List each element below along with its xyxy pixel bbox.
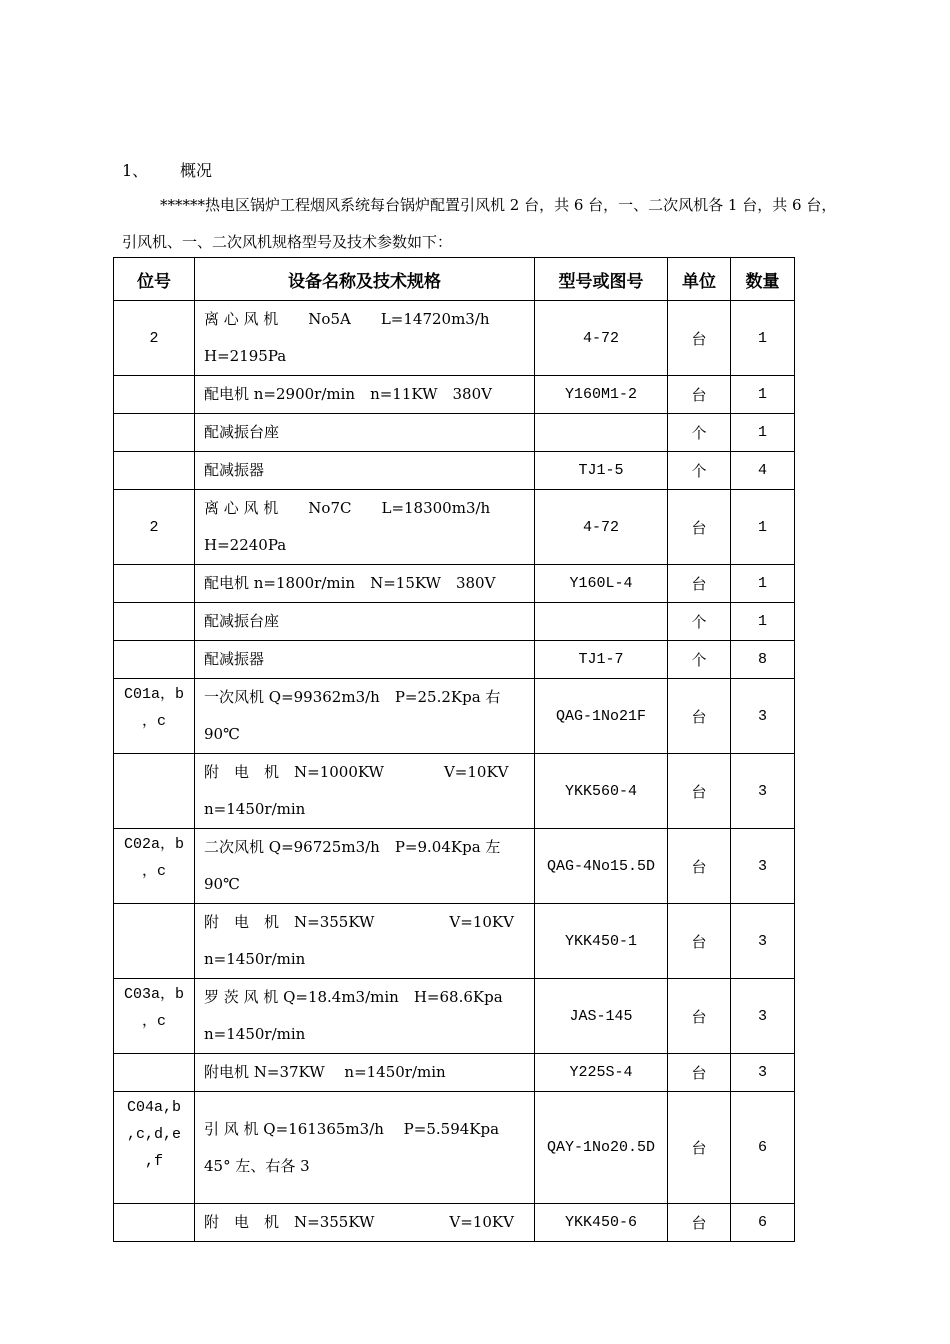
cell-quantity: 3 — [731, 829, 795, 904]
table-row — [114, 1054, 795, 1092]
header-model: 型号或图号 — [535, 258, 668, 301]
cell-unit: 台 — [668, 829, 731, 904]
description-line: 90℃ — [204, 725, 240, 743]
description-line: 附 电 机 N=355KW V=10KV — [204, 913, 514, 931]
table-row — [114, 301, 795, 376]
cell-quantity: 6 — [731, 1092, 795, 1204]
table-row — [114, 490, 795, 565]
description-line: 配电机 n=2900r/min n=11KW 380V — [204, 385, 492, 403]
description-line: 一次风机 Q=99362m3/h P=25.2Kpa 右 — [204, 688, 501, 706]
description-line: n=1450r/min — [204, 950, 306, 968]
cell-description — [195, 452, 535, 490]
cell-model: TJ1-7 — [535, 641, 668, 679]
cell-unit: 台 — [668, 979, 731, 1054]
cell-unit: 台 — [668, 904, 731, 979]
cell-description — [195, 376, 535, 414]
cell-quantity: 1 — [731, 603, 795, 641]
cell-position — [114, 904, 195, 979]
cell-description — [195, 565, 535, 603]
cell-quantity: 1 — [731, 301, 795, 376]
section-title: 概况 — [180, 161, 213, 180]
cell-model: TJ1-5 — [535, 452, 668, 490]
cell-quantity: 3 — [731, 1054, 795, 1092]
description-line: 配减振器 — [204, 650, 265, 668]
cell-position: C04a,b ,c,d,e ,f — [114, 1092, 195, 1204]
description-line: H=2195Pa — [204, 347, 287, 365]
cell-position: C01a，b ，c — [114, 679, 195, 754]
cell-model: Y160L-4 — [535, 565, 668, 603]
cell-unit: 台 — [668, 1204, 731, 1242]
cell-description — [195, 679, 535, 754]
cell-quantity: 1 — [731, 414, 795, 452]
cell-unit: 台 — [668, 754, 731, 829]
description-line: 二次风机 Q=96725m3/h P=9.04Kpa 左 — [204, 838, 501, 856]
description-line: 附 电 机 N=355KW V=10KV — [204, 1213, 514, 1231]
intro-paragraph-line1: ******热电区锅炉工程烟风系统每台锅炉配置引风机 2 台，共 6 台，一、二次风机各 1 台，共 6 台， — [160, 196, 837, 214]
cell-model: 4-72 — [535, 301, 668, 376]
header-description: 设备名称及技术规格 — [195, 258, 535, 301]
cell-position: C02a，b ，c — [114, 829, 195, 904]
cell-description — [195, 904, 535, 979]
cell-position — [114, 376, 195, 414]
table-body — [114, 301, 795, 1242]
section-heading — [122, 158, 212, 181]
cell-position — [114, 641, 195, 679]
cell-quantity: 3 — [731, 754, 795, 829]
table-row — [114, 414, 795, 452]
cell-position — [114, 565, 195, 603]
cell-position: C03a，b ，c — [114, 979, 195, 1054]
cell-quantity: 1 — [731, 490, 795, 565]
description-line: 离 心 风 机 No5A L=14720m3/h — [204, 310, 490, 328]
cell-unit: 个 — [668, 603, 731, 641]
cell-unit: 个 — [668, 452, 731, 490]
cell-model: YKK450-1 — [535, 904, 668, 979]
description-line: 引 风 机 Q=161365m3/h P=5.594Kpa — [204, 1119, 500, 1138]
cell-position — [114, 452, 195, 490]
cell-description — [195, 490, 535, 565]
table-row — [114, 979, 795, 1054]
cell-model: QAY-1No20.5D — [535, 1092, 668, 1204]
cell-model: QAG-4No15.5D — [535, 829, 668, 904]
cell-model: JAS-145 — [535, 979, 668, 1054]
table-row — [114, 641, 795, 679]
cell-description — [195, 829, 535, 904]
cell-position — [114, 603, 195, 641]
intro-paragraph-line2: 引风机、一、二次风机规格型号及技术参数如下： — [122, 233, 453, 251]
cell-unit: 台 — [668, 376, 731, 414]
table-row — [114, 565, 795, 603]
table-row — [114, 829, 795, 904]
description-line: 离 心 风 机 No7C L=18300m3/h — [204, 499, 491, 517]
cell-unit: 台 — [668, 679, 731, 754]
table-row — [114, 452, 795, 490]
cell-model: QAG-1No21F — [535, 679, 668, 754]
table-row — [114, 679, 795, 754]
section-number: 1、 — [122, 161, 149, 180]
table-row — [114, 1092, 795, 1204]
cell-unit: 个 — [668, 414, 731, 452]
cell-description — [195, 1092, 535, 1204]
description-line: 罗 茨 风 机 Q=18.4m3/min H=68.6Kpa — [204, 988, 503, 1006]
description-line: 90℃ — [204, 875, 240, 893]
cell-description — [195, 1054, 535, 1092]
cell-description — [195, 754, 535, 829]
cell-quantity: 4 — [731, 452, 795, 490]
header-quantity: 数量 — [731, 258, 795, 301]
cell-description — [195, 641, 535, 679]
cell-unit: 个 — [668, 641, 731, 679]
header-position: 位号 — [114, 258, 195, 301]
table-row — [114, 754, 795, 829]
cell-position — [114, 1204, 195, 1242]
cell-position — [114, 414, 195, 452]
equipment-spec-table — [113, 257, 795, 1242]
description-line: n=1450r/min — [204, 800, 306, 818]
cell-model: Y225S-4 — [535, 1054, 668, 1092]
cell-model: Y160M1-2 — [535, 376, 668, 414]
cell-unit: 台 — [668, 1054, 731, 1092]
description-line: 配电机 n=1800r/min N=15KW 380V — [204, 574, 496, 592]
cell-quantity: 1 — [731, 565, 795, 603]
cell-unit: 台 — [668, 1092, 731, 1204]
cell-quantity: 3 — [731, 979, 795, 1054]
cell-model — [535, 414, 668, 452]
description-line: 45° 左、右各 3 — [204, 1156, 310, 1175]
description-line: 附电机 N=37KW n=1450r/min — [204, 1063, 446, 1081]
cell-description — [195, 979, 535, 1054]
cell-quantity: 6 — [731, 1204, 795, 1242]
cell-quantity: 1 — [731, 376, 795, 414]
cell-quantity: 8 — [731, 641, 795, 679]
description-line: 附 电 机 N=1000KW V=10KV — [204, 763, 509, 781]
table-row — [114, 603, 795, 641]
cell-model: 4-72 — [535, 490, 668, 565]
cell-model: YKK450-6 — [535, 1204, 668, 1242]
header-unit: 单位 — [668, 258, 731, 301]
description-line: 配减振器 — [204, 461, 265, 479]
cell-position: 2 — [114, 490, 195, 565]
description-line: 配减振台座 — [204, 612, 280, 630]
description-line: 配减振台座 — [204, 423, 280, 441]
cell-position: 2 — [114, 301, 195, 376]
cell-description — [195, 301, 535, 376]
cell-quantity: 3 — [731, 679, 795, 754]
cell-unit: 台 — [668, 565, 731, 603]
table-row — [114, 904, 795, 979]
cell-position — [114, 1054, 195, 1092]
table-header-row — [114, 258, 795, 301]
cell-description — [195, 414, 535, 452]
table-row — [114, 376, 795, 414]
cell-model — [535, 603, 668, 641]
cell-quantity: 3 — [731, 904, 795, 979]
description-line: n=1450r/min — [204, 1025, 306, 1043]
description-line: H=2240Pa — [204, 536, 287, 554]
table-row — [114, 1204, 795, 1242]
cell-unit: 台 — [668, 490, 731, 565]
cell-model: YKK560-4 — [535, 754, 668, 829]
cell-description — [195, 1204, 535, 1242]
cell-unit: 台 — [668, 301, 731, 376]
cell-position — [114, 754, 195, 829]
cell-description — [195, 603, 535, 641]
